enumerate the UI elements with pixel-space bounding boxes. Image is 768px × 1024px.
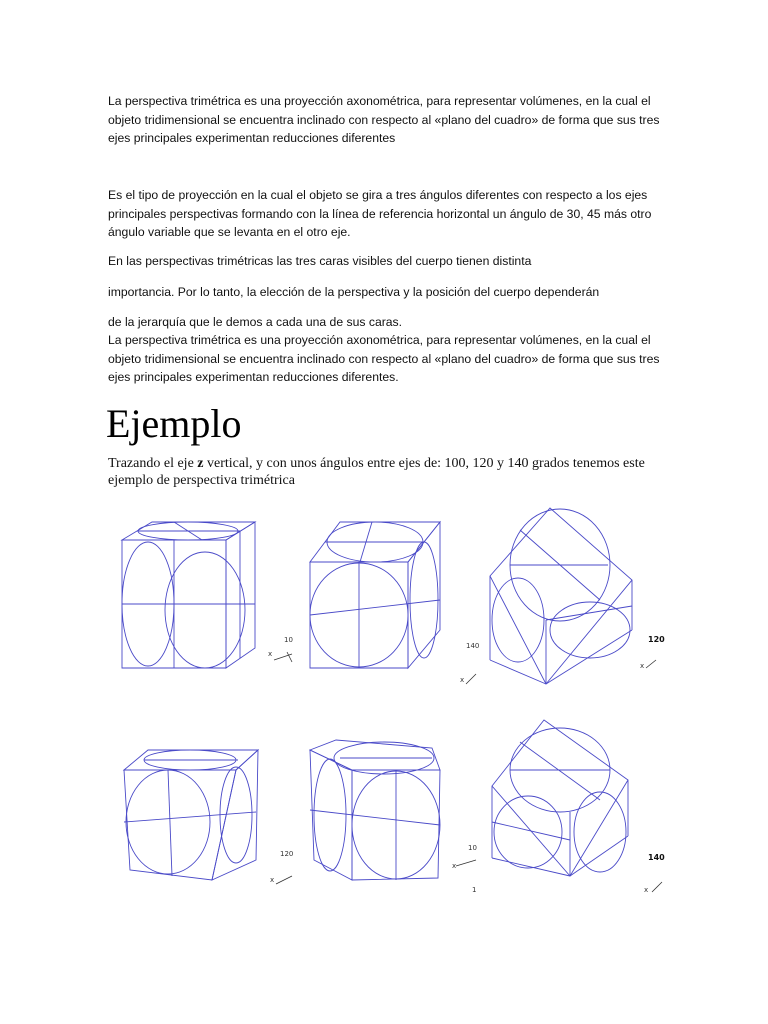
fig5-axis-label: x [452,862,457,870]
paragraph-5: de la jerarquía que le demos a cada una de sus caras. [108,315,403,329]
fig2-axis-label: x [460,676,465,684]
paragraph-4: importancia. Por lo tanto, la elección de la perspectiva y la posición del cuerpo dependerán [108,285,600,299]
fig1-axis-label: x [268,650,273,658]
intro-after: vertical, y con unos ángulos entre ejes de: 100, 120 y 140 grados tenemos este ejemplo de perspectiva trimétrica [108,456,645,488]
fig5-angle-label: 10 [468,844,477,852]
cube-figure-1 [122,522,255,668]
fig6-axis-label: x [644,886,649,894]
trimetric-cube-figures [0,500,768,910]
fig1-angle-label: 10 [284,636,293,644]
fig3-angle-label: 120 [648,635,665,644]
cube-figure-5 [310,740,440,880]
intro-text [108,455,668,489]
paragraph-3: En las perspectivas trimétricas las tres caras visibles del cuerpo tienen distinta [108,254,532,268]
section-heading: Ejemplo [106,401,242,446]
cube-figure-6 [492,720,628,876]
cube-figure-2 [310,522,440,668]
intro-before: Trazando el eje [108,456,198,471]
fig3-axis-label: x [640,662,645,670]
fig2-angle-label: 140 [466,642,480,650]
fig6-angle-label: 140 [648,853,665,862]
intro-bold-axis: z [197,456,204,471]
cube-figure-3 [490,508,632,684]
paragraph-2: Es el tipo de proyección en la cual el objeto se gira a tres ángulos diferentes con respecto a los ejes principales perspectivas formando con la línea de referencia horizontal un ángulo de 30, 45 más otro ángulo variable que se levanta en el otro eje. [108,188,652,239]
paragraph-1: La perspectiva trimétrica es una proyección axonométrica, para representar volúmenes, en la cual el objeto tridimensional se encuentra inclinado con respecto al «plano del cuadro» de forma que sus tres ejes principales experimentan reducciones diferentes [108,94,660,145]
fig5-extra-label: 1 [472,886,477,894]
paragraph-6: La perspectiva trimétrica es una proyección axonométrica, para representar volúmenes, en la cual el objeto tridimensional se encuentra inclinado con respecto al «plano del cuadro» de forma que sus tres ejes principales experimentan reducciones diferentes. [108,333,660,384]
fig4-axis-label: x [270,876,275,884]
cube-figure-4 [124,750,258,880]
fig4-angle-label: 120 [280,850,294,858]
